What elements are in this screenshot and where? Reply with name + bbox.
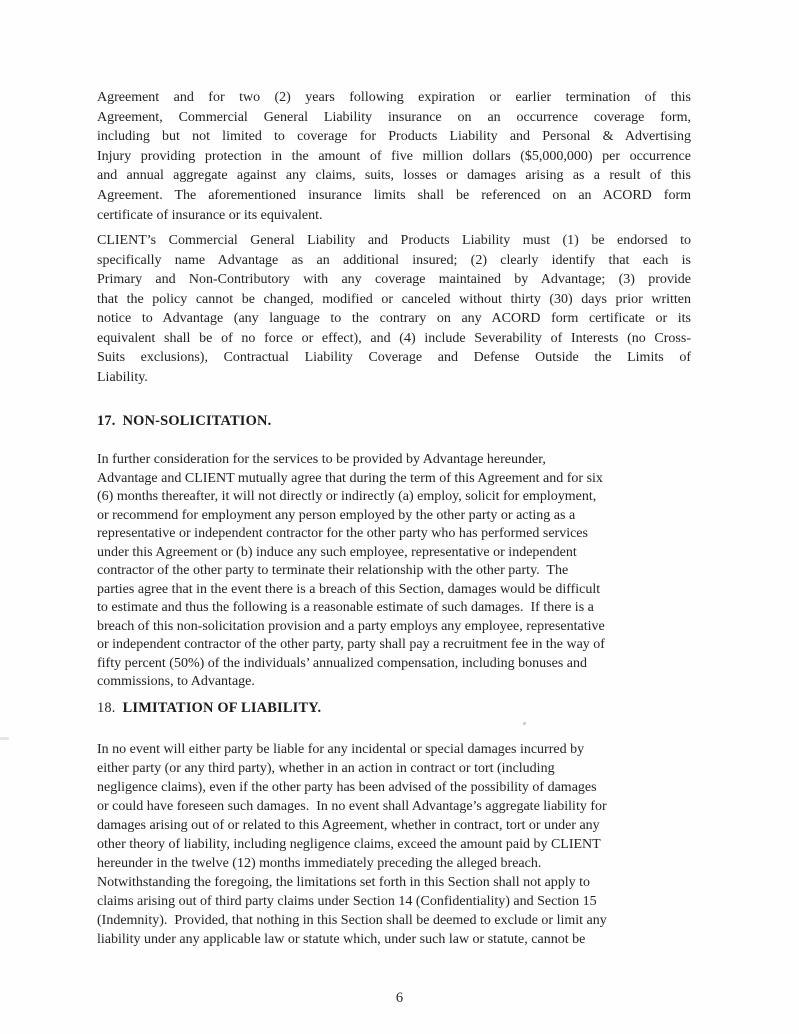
paragraph-endorsement-requirements xyxy=(97,231,691,387)
text-line: to estimate and thus the following is a reasonable estimate of such damages. If there is a xyxy=(97,600,594,615)
text-line: notice to Advantage (any language to the contrary on any ACORD form certificate or its xyxy=(97,311,691,326)
text-line: under this Agreement or (b) induce any such employee, representative or independent xyxy=(97,544,577,560)
section-18-number: 18. xyxy=(97,700,116,716)
text-line: (Indemnity). Provided, that nothing in this Section shall be deemed to exclude or limit any xyxy=(97,913,607,928)
text-line: either party (or any third party), whether in an action in contract or tort (including xyxy=(97,761,555,776)
text-line: that the policy cannot be changed, modified or canceled without thirty (30) days prior written xyxy=(97,291,691,307)
text-line: liability under any applicable law or statute which, under such law or statute, cannot be xyxy=(97,932,586,947)
section-17-body xyxy=(97,451,691,692)
text-line: or could have foreseen such damages. In no event shall Advantage’s aggregate liability for xyxy=(97,799,607,814)
section-18-body xyxy=(97,740,691,949)
text-line: claims arising out of third party claims under Section 14 (Confidentiality) and Section 15 xyxy=(97,894,597,909)
text-line: hereunder in the twelve (12) months immediately preceding the alleged breach. xyxy=(97,856,542,871)
text-line: Liability. xyxy=(97,369,148,385)
section-18-title: LIMITATION OF LIABILITY. xyxy=(122,700,322,716)
text-line: contractor of the other party to terminate their relationship with the other party. The xyxy=(97,563,569,578)
section-18-heading xyxy=(97,700,691,717)
text-line: negligence claims), even if the other party has been advised of the possibility of damages xyxy=(97,780,597,795)
text-line: Injury providing protection in the amount of five million dollars ($5,000,000) per occurrence xyxy=(97,148,691,164)
scan-artifact-smudge xyxy=(0,737,9,740)
section-17-title: NON-SOLICITATION. xyxy=(122,413,272,429)
text-line: damages arising out of or related to this Agreement, whether in contract, tort or under any xyxy=(97,818,600,833)
text-line: certificate of insurance or its equivalent. xyxy=(97,207,323,223)
text-line: including but not limited to coverage for Products Liability and Personal & Advertising xyxy=(97,129,691,145)
text-line: Notwithstanding the foregoing, the limitations set forth in this Section shall not apply to xyxy=(97,875,591,890)
text-line: equivalent shall be of no force or effect), and (4) include Severability of Interests (no Cross- xyxy=(97,330,691,346)
text-line: specifically name Advantage as an additional insured; (2) clearly identify that each is xyxy=(97,252,691,268)
text-line: Advantage and CLIENT mutually agree that during the term of this Agreement and for six xyxy=(97,470,603,486)
text-line: Agreement. The aforementioned insurance limits shall be referenced on an ACORD form xyxy=(97,187,691,203)
text-line: parties agree that in the event there is a breach of this Section, damages would be difficult xyxy=(97,581,601,597)
text-line: or independent contractor of the other party, party shall pay a recruitment fee in the way of xyxy=(97,637,605,652)
text-line: representative or independent contractor for the other party who has performed services xyxy=(97,526,588,541)
section-17-heading xyxy=(97,413,691,430)
text-line: In further consideration for the services to be provided by Advantage hereunder, xyxy=(97,452,546,467)
text-line: fifty percent (50%) of the individuals’ annualized compensation, including bonuses and xyxy=(97,655,587,671)
text-line: breach of this non-solicitation provision and a party employs any employee, representative xyxy=(97,618,605,634)
paragraph-insurance-coverage xyxy=(97,88,691,225)
text-line: Suits exclusions), Contractual Liability Coverage and Defense Outside the Limits of xyxy=(97,350,691,365)
text-line: other theory of liability, including negligence claims, exceed the amount paid by CLIENT xyxy=(97,837,601,852)
text-line: or recommend for employment any person employed by the other party or acting as a xyxy=(97,507,576,523)
text-line: Agreement and for two (2) years following expiration or earlier termination of this xyxy=(97,90,691,105)
text-line: commissions, to Advantage. xyxy=(97,674,255,689)
page-number: 6 xyxy=(395,990,404,1006)
text-line: Agreement, Commercial General Liability insurance on an occurrence coverage form, xyxy=(97,109,691,125)
text-line: Primary and Non-Contributory with any coverage maintained by Advantage; (3) provide xyxy=(97,272,691,287)
section-17-number: 17. xyxy=(97,413,116,429)
text-line: (6) months thereafter, it will not directly or indirectly (a) employ, solicit for employment, xyxy=(97,489,597,504)
scan-artifact-speck xyxy=(523,722,526,725)
text-line: CLIENT’s Commercial General Liability and Products Liability must (1) be endorsed to xyxy=(97,233,691,248)
text-line: and annual aggregate against any claims, suits, losses or damages arising as a result of this xyxy=(97,168,691,184)
text-line: In no event will either party be liable for any incidental or special damages incurred by xyxy=(97,742,585,757)
